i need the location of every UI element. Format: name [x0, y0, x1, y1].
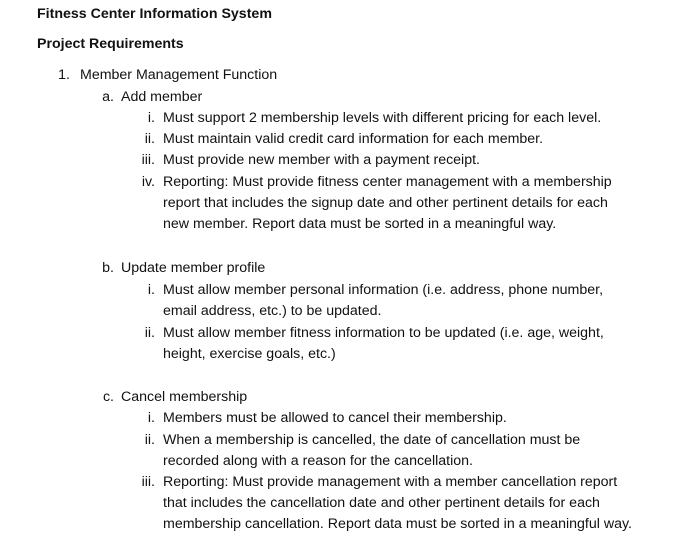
document-subtitle: Project Requirements [37, 36, 184, 52]
item-c-iii-line-1: Reporting: Must provide management with a member cancellation report [163, 474, 618, 490]
item-c-iii-line-3: membership cancellation. Report data must be sorted in a meaningful way. [163, 516, 632, 532]
item-c-ii-marker: ii. [144, 432, 155, 448]
item-b-i-line-2: email address, etc.) to be updated. [163, 303, 382, 319]
subsection-a-marker: a. [102, 89, 114, 105]
item-a-iv-line-2: report that includes the signup date and other pertinent details for each [163, 195, 608, 211]
item-a-iv-marker: iv. [141, 174, 155, 190]
section-1-heading: Member Management Function [80, 67, 278, 83]
item-a-ii-marker: ii. [144, 131, 155, 147]
section-1-marker: 1. [58, 67, 70, 83]
item-c-i-line-1: Members must be allowed to cancel their membership. [163, 410, 507, 426]
document-title: Fitness Center Information System [37, 6, 272, 22]
item-c-iii-marker: iii. [141, 474, 155, 490]
subsection-b-marker: b. [102, 260, 114, 276]
item-b-i-line-1: Must allow member personal information (i.e. address, phone number, [163, 282, 604, 298]
item-b-i-marker: i. [147, 282, 155, 298]
item-c-iii-line-2: that includes the cancellation date and other pertinent details for each [163, 495, 600, 511]
subsection-c-marker: c. [102, 389, 114, 405]
item-c-i-marker: i. [147, 410, 155, 426]
item-b-ii-marker: ii. [144, 325, 155, 341]
item-a-i-marker: i. [147, 110, 155, 126]
subsection-a-heading: Add member [121, 89, 203, 105]
subsection-b-heading: Update member profile [121, 260, 266, 276]
subsection-c-heading: Cancel membership [121, 389, 248, 405]
item-a-iii-marker: iii. [141, 152, 155, 168]
item-c-ii-line-1: When a membership is cancelled, the date of cancellation must be [163, 432, 581, 448]
item-a-i-line-1: Must support 2 membership levels with different pricing for each level. [163, 110, 602, 126]
item-a-iv-line-1: Reporting: Must provide fitness center management with a membership [163, 174, 612, 190]
item-c-ii-line-2: recorded along with a reason for the cancellation. [163, 453, 473, 469]
item-a-iv-line-3: new member. Report data must be sorted in a meaningful way. [163, 216, 557, 232]
item-a-ii-line-1: Must maintain valid credit card information for each member. [163, 131, 544, 147]
item-b-ii-line-1: Must allow member fitness information to be updated (i.e. age, weight, [163, 325, 604, 341]
item-b-ii-line-2: height, exercise goals, etc.) [163, 346, 336, 362]
item-a-iii-line-1: Must provide new member with a payment receipt. [163, 152, 480, 168]
